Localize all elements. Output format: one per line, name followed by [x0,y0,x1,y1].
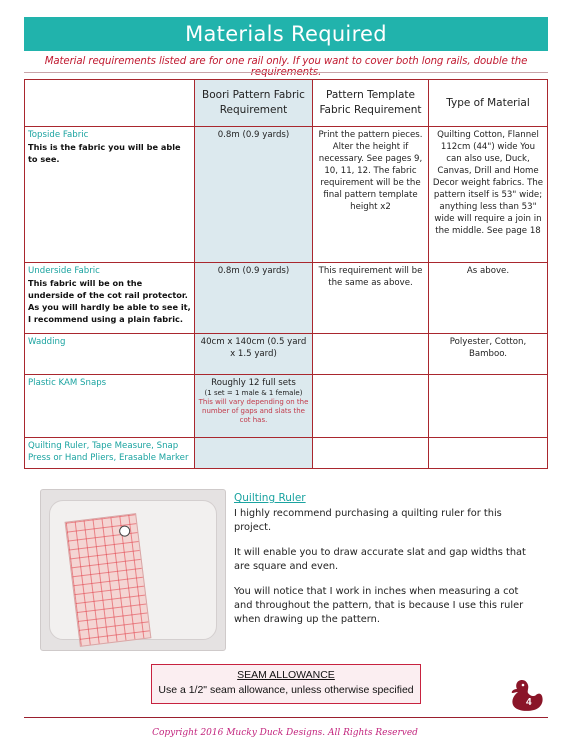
item-name: Underside Fabric [28,266,100,276]
table-header-row [25,80,548,127]
material-cell [429,375,548,438]
table-row [25,263,548,334]
boori-cell [195,375,313,438]
row-item-cell [25,438,195,469]
template-cell: This requirement will be the same as above. [313,263,429,334]
duck-logo-icon [508,676,546,714]
item-name: Plastic KAM Snaps [28,378,107,388]
item-name: Wadding [28,337,66,347]
template-cell: Print the pattern pieces. Alter the height if necessary. See pages 9, 10, 11, 12. The fabric requirement will be the final pattern template height x2 [313,127,429,263]
material-cell: Quilting Cotton, Flannel 112cm (44") wide You can also use, Duck, Canvas, Drill and Home Decor weight fabrics. The pattern itself is 53" wide; anything less than 53" wide will require a join in the middle. See page 18 [429,127,548,263]
item-description: This is the fabric you will be able to see. [28,142,181,164]
item-name: Topside Fabric [28,130,89,140]
template-cell [313,438,429,469]
table-row [25,375,548,438]
table-row [25,334,548,375]
copyright-text: Copyright 2016 Mucky Duck Designs. All Rights Reserved [152,728,418,738]
material-cell: As above. [429,263,548,334]
seam-allowance-box [151,664,421,704]
divider [24,72,548,73]
boori-variation-note: This will vary depending on the number of gaps and slats the cot has. [198,398,309,424]
boori-cell: 40cm x 140cm (0.5 yard x 1.5 yard) [195,334,313,375]
table-row [25,127,548,263]
row-item-cell [25,127,195,263]
boori-amount: Roughly 12 full sets [211,378,296,388]
ruler-image [65,513,152,647]
template-cell [313,334,429,375]
boori-cell: 0.8m (0.9 yards) [195,127,313,263]
row-item-cell [25,375,195,438]
header-empty [25,80,195,127]
seam-allowance-title: SEAM ALLOWANCE [237,669,335,681]
ruler-section [234,491,534,638]
material-cell: Polyester, Cotton, Bamboo. [429,334,548,375]
ruler-paragraph: It will enable you to draw accurate slat and gap widths that are square and even. [234,547,526,572]
template-cell [313,375,429,438]
cutting-mat [49,500,217,640]
row-item-cell [25,263,195,334]
boori-cell [195,438,313,469]
ruler-paragraph: I highly recommend purchasing a quilting ruler for this project. [234,508,502,533]
boori-cell: 0.8m (0.9 yards) [195,263,313,334]
ruler-section-title: Quilting Ruler [234,492,306,504]
page-number: 4 [526,697,532,708]
requirements-note: Material requirements listed are for one rail only. If you want to cover both long rails, double the requirements. [44,56,528,78]
header-template: Pattern Template Fabric Requirement [313,80,429,127]
header-material-type: Type of Material [429,80,548,127]
header-boori: Boori Pattern Fabric Requirement [195,80,313,127]
item-description: This fabric will be on the underside of the cot rail protector. As you will hardly be able to see it, I recommend using a plain fabric. [28,278,191,324]
item-name: Quilting Ruler, Tape Measure, Snap Press or Hand Pliers, Erasable Marker [28,441,189,463]
materials-table [24,79,548,469]
row-item-cell [25,334,195,375]
quilting-ruler-photo [40,489,226,651]
page-title: Materials Required [24,17,548,51]
ruler-hole-icon [119,525,131,537]
footer-divider [24,717,548,718]
table-row [25,438,548,469]
ruler-paragraph: You will notice that I work in inches when measuring a cot and throughout the pattern, that is because I use this ruler when drawing up the pattern. [234,586,524,625]
boori-set-definition: (1 set = 1 male & 1 female) [204,389,303,397]
seam-allowance-text: Use a 1/2" seam allowance, unless otherwise specified [158,684,414,696]
material-cell [429,438,548,469]
